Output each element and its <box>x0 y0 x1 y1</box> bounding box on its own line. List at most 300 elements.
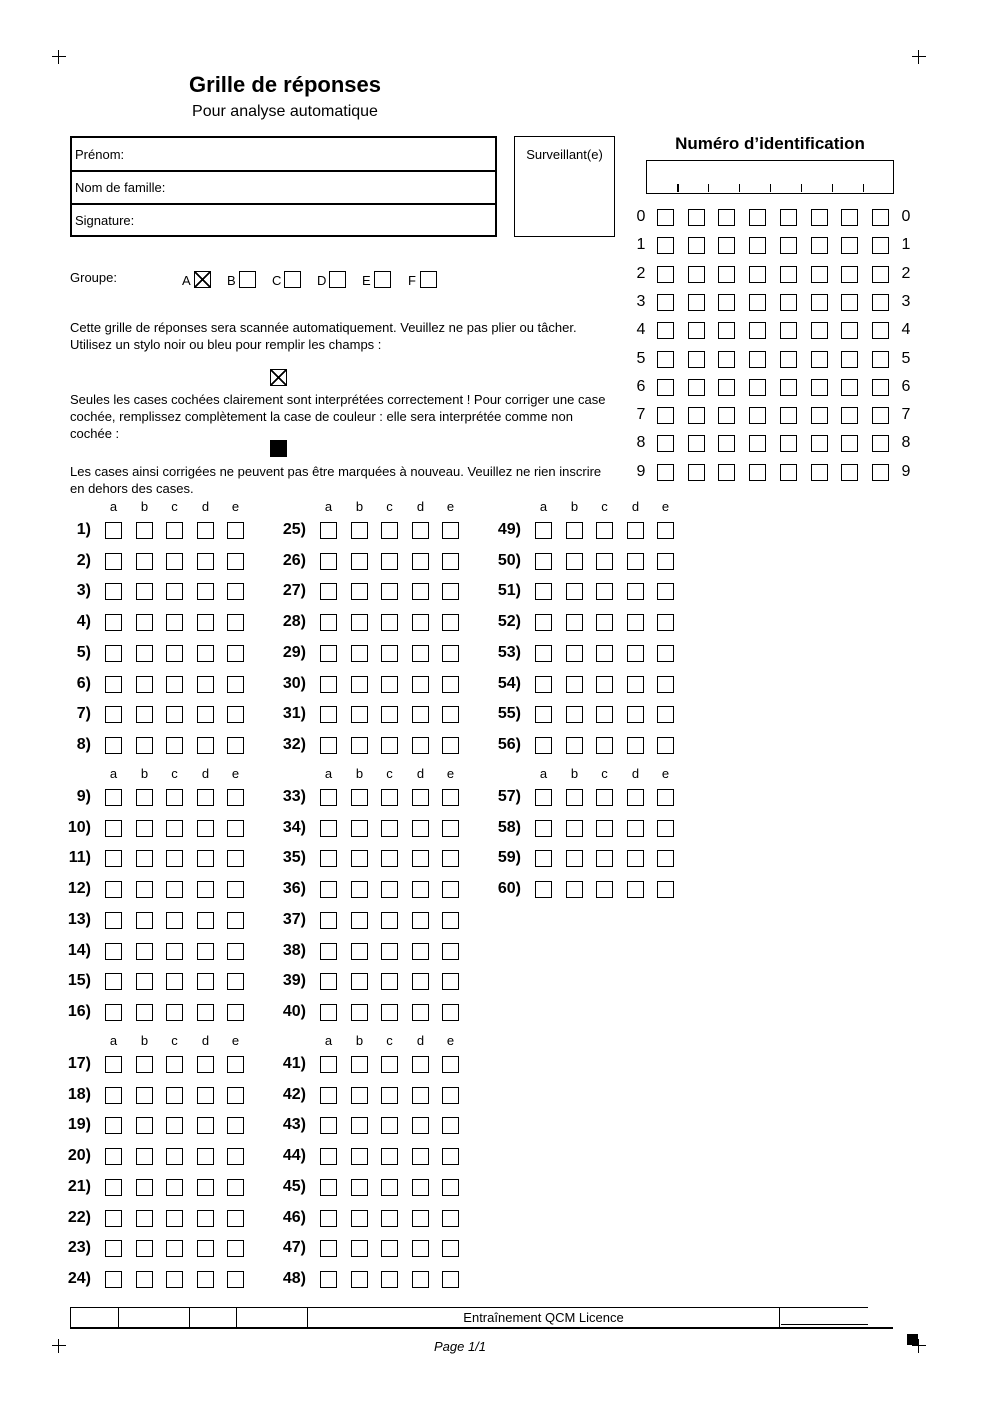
answer-checkbox-c[interactable] <box>596 676 613 693</box>
id-digit-box[interactable] <box>657 379 674 396</box>
answer-checkbox-c[interactable] <box>166 1056 183 1073</box>
answer-checkbox-a[interactable] <box>105 912 122 929</box>
answer-checkbox-d[interactable] <box>412 645 429 662</box>
answer-checkbox-e[interactable] <box>657 614 674 631</box>
answer-checkbox-d[interactable] <box>197 1179 214 1196</box>
answer-checkbox-d[interactable] <box>412 1004 429 1021</box>
id-digit-box[interactable] <box>688 464 705 481</box>
answer-checkbox-b[interactable] <box>351 820 368 837</box>
answer-checkbox-d[interactable] <box>197 1271 214 1288</box>
answer-checkbox-d[interactable] <box>412 1148 429 1165</box>
answer-checkbox-b[interactable] <box>351 1056 368 1073</box>
answer-checkbox-b[interactable] <box>351 737 368 754</box>
answer-checkbox-e[interactable] <box>442 789 459 806</box>
id-digit-box[interactable] <box>841 351 858 368</box>
answer-checkbox-e[interactable] <box>227 943 244 960</box>
id-digit-box[interactable] <box>780 266 797 283</box>
answer-checkbox-b[interactable] <box>351 676 368 693</box>
answer-checkbox-e[interactable] <box>227 645 244 662</box>
answer-checkbox-d[interactable] <box>197 850 214 867</box>
id-digit-box[interactable] <box>841 379 858 396</box>
answer-checkbox-b[interactable] <box>566 583 583 600</box>
id-digit-box[interactable] <box>688 266 705 283</box>
id-digit-box[interactable] <box>872 294 889 311</box>
answer-checkbox-e[interactable] <box>442 553 459 570</box>
answer-checkbox-a[interactable] <box>105 553 122 570</box>
answer-checkbox-d[interactable] <box>627 645 644 662</box>
id-digit-box[interactable] <box>841 322 858 339</box>
answer-checkbox-b[interactable] <box>351 1004 368 1021</box>
answer-checkbox-d[interactable] <box>197 737 214 754</box>
answer-checkbox-a[interactable] <box>105 1210 122 1227</box>
id-digit-box[interactable] <box>718 464 735 481</box>
answer-checkbox-e[interactable] <box>227 789 244 806</box>
answer-checkbox-b[interactable] <box>566 850 583 867</box>
id-digit-box[interactable] <box>718 294 735 311</box>
id-digit-box[interactable] <box>780 464 797 481</box>
answer-checkbox-c[interactable] <box>166 706 183 723</box>
answer-checkbox-a[interactable] <box>320 1271 337 1288</box>
answer-checkbox-b[interactable] <box>566 737 583 754</box>
answer-checkbox-b[interactable] <box>351 1240 368 1257</box>
answer-checkbox-b[interactable] <box>566 706 583 723</box>
answer-checkbox-c[interactable] <box>596 553 613 570</box>
id-digit-box[interactable] <box>688 407 705 424</box>
id-digit-box[interactable] <box>657 322 674 339</box>
answer-checkbox-a[interactable] <box>535 614 552 631</box>
id-digit-box[interactable] <box>811 464 828 481</box>
answer-checkbox-c[interactable] <box>381 1179 398 1196</box>
answer-checkbox-a[interactable] <box>105 1087 122 1104</box>
group-option-checkbox-d[interactable] <box>329 271 346 288</box>
answer-checkbox-d[interactable] <box>412 583 429 600</box>
answer-checkbox-e[interactable] <box>442 676 459 693</box>
answer-checkbox-e[interactable] <box>227 820 244 837</box>
answer-checkbox-a[interactable] <box>105 789 122 806</box>
id-digit-box[interactable] <box>841 294 858 311</box>
answer-checkbox-b[interactable] <box>136 737 153 754</box>
answer-checkbox-b[interactable] <box>351 645 368 662</box>
answer-checkbox-a[interactable] <box>535 583 552 600</box>
id-digit-box[interactable] <box>841 209 858 226</box>
answer-checkbox-c[interactable] <box>381 789 398 806</box>
answer-checkbox-d[interactable] <box>412 1210 429 1227</box>
answer-checkbox-c[interactable] <box>381 1240 398 1257</box>
answer-checkbox-d[interactable] <box>412 850 429 867</box>
answer-checkbox-a[interactable] <box>105 706 122 723</box>
answer-checkbox-b[interactable] <box>136 553 153 570</box>
answer-checkbox-a[interactable] <box>535 553 552 570</box>
id-digit-box[interactable] <box>749 209 766 226</box>
answer-checkbox-b[interactable] <box>136 1271 153 1288</box>
answer-checkbox-c[interactable] <box>381 737 398 754</box>
answer-checkbox-d[interactable] <box>412 614 429 631</box>
answer-checkbox-b[interactable] <box>351 553 368 570</box>
id-digit-box[interactable] <box>749 407 766 424</box>
answer-checkbox-e[interactable] <box>442 1148 459 1165</box>
answer-checkbox-d[interactable] <box>197 706 214 723</box>
answer-checkbox-c[interactable] <box>166 1148 183 1165</box>
id-digit-box[interactable] <box>688 379 705 396</box>
answer-checkbox-d[interactable] <box>412 737 429 754</box>
id-digit-box[interactable] <box>872 379 889 396</box>
answer-checkbox-b[interactable] <box>136 1004 153 1021</box>
answer-checkbox-a[interactable] <box>320 614 337 631</box>
id-digit-box[interactable] <box>657 294 674 311</box>
answer-checkbox-c[interactable] <box>166 789 183 806</box>
id-digit-box[interactable] <box>749 322 766 339</box>
id-digit-box[interactable] <box>749 379 766 396</box>
answer-checkbox-a[interactable] <box>105 943 122 960</box>
answer-checkbox-b[interactable] <box>351 973 368 990</box>
id-digit-box[interactable] <box>872 407 889 424</box>
answer-checkbox-a[interactable] <box>535 737 552 754</box>
answer-checkbox-b[interactable] <box>351 1087 368 1104</box>
answer-checkbox-b[interactable] <box>136 614 153 631</box>
answer-checkbox-e[interactable] <box>227 1210 244 1227</box>
group-option-checkbox-f[interactable] <box>420 271 437 288</box>
id-digit-box[interactable] <box>688 435 705 452</box>
id-digit-box[interactable] <box>688 322 705 339</box>
answer-checkbox-c[interactable] <box>166 553 183 570</box>
answer-checkbox-d[interactable] <box>627 881 644 898</box>
answer-checkbox-d[interactable] <box>197 789 214 806</box>
signature-field[interactable] <box>72 205 495 235</box>
answer-checkbox-c[interactable] <box>596 789 613 806</box>
answer-checkbox-b[interactable] <box>136 850 153 867</box>
id-digit-box[interactable] <box>811 407 828 424</box>
answer-checkbox-d[interactable] <box>197 614 214 631</box>
id-digit-box[interactable] <box>811 379 828 396</box>
answer-checkbox-d[interactable] <box>627 676 644 693</box>
answer-checkbox-d[interactable] <box>627 789 644 806</box>
answer-checkbox-e[interactable] <box>227 850 244 867</box>
answer-checkbox-e[interactable] <box>227 676 244 693</box>
answer-checkbox-e[interactable] <box>657 553 674 570</box>
id-digit-box[interactable] <box>811 266 828 283</box>
answer-checkbox-e[interactable] <box>442 1056 459 1073</box>
answer-checkbox-e[interactable] <box>227 553 244 570</box>
id-digit-box[interactable] <box>718 209 735 226</box>
answer-checkbox-d[interactable] <box>197 1240 214 1257</box>
id-digit-box[interactable] <box>688 237 705 254</box>
answer-checkbox-a[interactable] <box>105 850 122 867</box>
answer-checkbox-c[interactable] <box>381 1271 398 1288</box>
id-digit-box[interactable] <box>841 266 858 283</box>
answer-checkbox-a[interactable] <box>320 1240 337 1257</box>
id-digit-box[interactable] <box>657 237 674 254</box>
answer-checkbox-e[interactable] <box>442 706 459 723</box>
answer-checkbox-d[interactable] <box>412 1087 429 1104</box>
answer-checkbox-e[interactable] <box>227 912 244 929</box>
answer-checkbox-e[interactable] <box>442 1210 459 1227</box>
id-digit-box[interactable] <box>657 209 674 226</box>
group-option-checkbox-a[interactable] <box>194 271 211 288</box>
id-digit-box[interactable] <box>841 435 858 452</box>
answer-checkbox-d[interactable] <box>412 1271 429 1288</box>
id-digit-box[interactable] <box>749 435 766 452</box>
answer-checkbox-d[interactable] <box>627 737 644 754</box>
answer-checkbox-a[interactable] <box>535 706 552 723</box>
answer-checkbox-e[interactable] <box>442 583 459 600</box>
answer-checkbox-e[interactable] <box>442 522 459 539</box>
answer-checkbox-c[interactable] <box>166 1210 183 1227</box>
answer-checkbox-e[interactable] <box>227 1148 244 1165</box>
answer-checkbox-c[interactable] <box>596 881 613 898</box>
id-digit-box[interactable] <box>811 294 828 311</box>
answer-checkbox-b[interactable] <box>136 1148 153 1165</box>
answer-checkbox-e[interactable] <box>657 881 674 898</box>
answer-checkbox-a[interactable] <box>320 850 337 867</box>
answer-checkbox-a[interactable] <box>320 820 337 837</box>
id-digit-box[interactable] <box>718 435 735 452</box>
answer-checkbox-d[interactable] <box>197 1087 214 1104</box>
answer-checkbox-a[interactable] <box>535 789 552 806</box>
id-digit-box[interactable] <box>718 379 735 396</box>
answer-checkbox-c[interactable] <box>166 881 183 898</box>
answer-checkbox-c[interactable] <box>166 943 183 960</box>
answer-checkbox-a[interactable] <box>320 737 337 754</box>
answer-checkbox-e[interactable] <box>227 522 244 539</box>
group-option-checkbox-c[interactable] <box>284 271 301 288</box>
answer-checkbox-b[interactable] <box>136 912 153 929</box>
answer-checkbox-e[interactable] <box>227 973 244 990</box>
answer-checkbox-a[interactable] <box>105 1056 122 1073</box>
answer-checkbox-d[interactable] <box>197 881 214 898</box>
answer-checkbox-e[interactable] <box>227 583 244 600</box>
answer-checkbox-d[interactable] <box>627 583 644 600</box>
id-digit-box[interactable] <box>718 237 735 254</box>
answer-checkbox-c[interactable] <box>166 850 183 867</box>
answer-checkbox-b[interactable] <box>136 881 153 898</box>
answer-checkbox-b[interactable] <box>136 676 153 693</box>
answer-checkbox-b[interactable] <box>566 614 583 631</box>
answer-checkbox-b[interactable] <box>351 1117 368 1134</box>
answer-checkbox-b[interactable] <box>136 1179 153 1196</box>
answer-checkbox-a[interactable] <box>320 706 337 723</box>
answer-checkbox-c[interactable] <box>381 1148 398 1165</box>
answer-checkbox-a[interactable] <box>105 1148 122 1165</box>
id-digit-box[interactable] <box>718 266 735 283</box>
answer-checkbox-a[interactable] <box>105 1117 122 1134</box>
id-digit-box[interactable] <box>688 294 705 311</box>
answer-checkbox-d[interactable] <box>197 676 214 693</box>
answer-checkbox-a[interactable] <box>320 583 337 600</box>
id-digit-box[interactable] <box>872 266 889 283</box>
answer-checkbox-b[interactable] <box>566 645 583 662</box>
answer-checkbox-b[interactable] <box>351 706 368 723</box>
answer-checkbox-e[interactable] <box>227 1271 244 1288</box>
answer-checkbox-d[interactable] <box>197 943 214 960</box>
answer-checkbox-b[interactable] <box>566 676 583 693</box>
answer-checkbox-a[interactable] <box>535 850 552 867</box>
id-digit-box[interactable] <box>841 407 858 424</box>
answer-checkbox-d[interactable] <box>412 973 429 990</box>
supervisor-box[interactable] <box>514 136 615 237</box>
answer-checkbox-a[interactable] <box>320 1004 337 1021</box>
answer-checkbox-c[interactable] <box>166 1087 183 1104</box>
answer-checkbox-b[interactable] <box>136 1117 153 1134</box>
answer-checkbox-c[interactable] <box>596 522 613 539</box>
answer-checkbox-c[interactable] <box>166 522 183 539</box>
group-option-checkbox-b[interactable] <box>239 271 256 288</box>
answer-checkbox-a[interactable] <box>105 881 122 898</box>
id-digit-box[interactable] <box>718 407 735 424</box>
answer-checkbox-b[interactable] <box>136 1240 153 1257</box>
answer-checkbox-a[interactable] <box>105 645 122 662</box>
answer-checkbox-c[interactable] <box>166 1179 183 1196</box>
answer-checkbox-e[interactable] <box>657 820 674 837</box>
answer-checkbox-c[interactable] <box>166 973 183 990</box>
answer-checkbox-d[interactable] <box>627 850 644 867</box>
answer-checkbox-a[interactable] <box>320 1179 337 1196</box>
id-digit-box[interactable] <box>657 464 674 481</box>
answer-checkbox-e[interactable] <box>227 737 244 754</box>
answer-checkbox-e[interactable] <box>657 676 674 693</box>
answer-checkbox-e[interactable] <box>227 706 244 723</box>
answer-checkbox-b[interactable] <box>351 1148 368 1165</box>
answer-checkbox-e[interactable] <box>442 912 459 929</box>
answer-checkbox-b[interactable] <box>136 1210 153 1227</box>
answer-checkbox-a[interactable] <box>105 1179 122 1196</box>
answer-checkbox-d[interactable] <box>412 706 429 723</box>
id-digit-box[interactable] <box>780 322 797 339</box>
id-digit-box[interactable] <box>718 322 735 339</box>
answer-checkbox-d[interactable] <box>197 1056 214 1073</box>
answer-checkbox-a[interactable] <box>105 1240 122 1257</box>
answer-checkbox-a[interactable] <box>320 522 337 539</box>
answer-checkbox-c[interactable] <box>381 583 398 600</box>
answer-checkbox-c[interactable] <box>381 522 398 539</box>
answer-checkbox-e[interactable] <box>227 1004 244 1021</box>
answer-checkbox-b[interactable] <box>351 850 368 867</box>
answer-checkbox-a[interactable] <box>535 881 552 898</box>
id-digit-box[interactable] <box>718 351 735 368</box>
answer-checkbox-e[interactable] <box>227 1240 244 1257</box>
answer-checkbox-e[interactable] <box>442 614 459 631</box>
id-digit-box[interactable] <box>811 237 828 254</box>
id-digit-box[interactable] <box>811 351 828 368</box>
answer-checkbox-a[interactable] <box>105 583 122 600</box>
id-digit-box[interactable] <box>657 435 674 452</box>
id-digit-box[interactable] <box>872 435 889 452</box>
id-digit-box[interactable] <box>780 351 797 368</box>
answer-checkbox-c[interactable] <box>381 645 398 662</box>
answer-checkbox-e[interactable] <box>657 645 674 662</box>
answer-checkbox-a[interactable] <box>320 645 337 662</box>
answer-checkbox-c[interactable] <box>596 820 613 837</box>
answer-checkbox-e[interactable] <box>442 645 459 662</box>
first-name-field[interactable] <box>72 138 495 172</box>
answer-checkbox-e[interactable] <box>227 1056 244 1073</box>
answer-checkbox-d[interactable] <box>197 553 214 570</box>
answer-checkbox-b[interactable] <box>566 789 583 806</box>
answer-checkbox-c[interactable] <box>381 912 398 929</box>
answer-checkbox-b[interactable] <box>136 820 153 837</box>
id-digit-box[interactable] <box>872 237 889 254</box>
answer-checkbox-b[interactable] <box>136 973 153 990</box>
answer-checkbox-b[interactable] <box>136 1087 153 1104</box>
answer-checkbox-a[interactable] <box>105 676 122 693</box>
answer-checkbox-d[interactable] <box>197 1210 214 1227</box>
answer-checkbox-a[interactable] <box>105 973 122 990</box>
id-digit-box[interactable] <box>780 407 797 424</box>
answer-checkbox-c[interactable] <box>596 614 613 631</box>
answer-checkbox-b[interactable] <box>351 522 368 539</box>
id-digit-box[interactable] <box>872 464 889 481</box>
answer-checkbox-e[interactable] <box>657 706 674 723</box>
answer-checkbox-e[interactable] <box>227 1179 244 1196</box>
answer-checkbox-c[interactable] <box>381 820 398 837</box>
answer-checkbox-e[interactable] <box>227 881 244 898</box>
answer-checkbox-b[interactable] <box>351 614 368 631</box>
answer-checkbox-d[interactable] <box>412 1179 429 1196</box>
answer-checkbox-b[interactable] <box>566 522 583 539</box>
answer-checkbox-a[interactable] <box>320 912 337 929</box>
answer-checkbox-b[interactable] <box>136 583 153 600</box>
answer-checkbox-a[interactable] <box>320 676 337 693</box>
answer-checkbox-d[interactable] <box>627 522 644 539</box>
answer-checkbox-b[interactable] <box>351 881 368 898</box>
answer-checkbox-d[interactable] <box>197 912 214 929</box>
answer-checkbox-c[interactable] <box>166 737 183 754</box>
answer-checkbox-e[interactable] <box>657 583 674 600</box>
answer-checkbox-e[interactable] <box>657 737 674 754</box>
answer-checkbox-a[interactable] <box>105 737 122 754</box>
answer-checkbox-e[interactable] <box>227 614 244 631</box>
answer-checkbox-c[interactable] <box>166 1271 183 1288</box>
answer-checkbox-a[interactable] <box>105 820 122 837</box>
answer-checkbox-a[interactable] <box>320 1056 337 1073</box>
answer-checkbox-e[interactable] <box>442 1240 459 1257</box>
answer-checkbox-a[interactable] <box>320 973 337 990</box>
answer-checkbox-c[interactable] <box>596 645 613 662</box>
answer-checkbox-d[interactable] <box>627 820 644 837</box>
answer-checkbox-a[interactable] <box>105 1271 122 1288</box>
answer-checkbox-c[interactable] <box>381 1004 398 1021</box>
answer-checkbox-d[interactable] <box>197 1117 214 1134</box>
answer-checkbox-d[interactable] <box>412 912 429 929</box>
answer-checkbox-e[interactable] <box>657 522 674 539</box>
id-digit-box[interactable] <box>872 209 889 226</box>
answer-checkbox-a[interactable] <box>535 676 552 693</box>
answer-checkbox-b[interactable] <box>136 645 153 662</box>
answer-checkbox-d[interactable] <box>627 553 644 570</box>
answer-checkbox-c[interactable] <box>381 973 398 990</box>
answer-checkbox-a[interactable] <box>320 881 337 898</box>
id-digit-box[interactable] <box>657 351 674 368</box>
id-digit-box[interactable] <box>780 237 797 254</box>
answer-checkbox-c[interactable] <box>166 676 183 693</box>
id-digit-box[interactable] <box>688 209 705 226</box>
answer-checkbox-d[interactable] <box>197 583 214 600</box>
answer-checkbox-c[interactable] <box>381 1087 398 1104</box>
answer-checkbox-c[interactable] <box>381 676 398 693</box>
answer-checkbox-b[interactable] <box>566 820 583 837</box>
answer-checkbox-a[interactable] <box>105 1004 122 1021</box>
answer-checkbox-e[interactable] <box>442 1271 459 1288</box>
answer-checkbox-e[interactable] <box>442 1117 459 1134</box>
id-digit-box[interactable] <box>780 379 797 396</box>
answer-checkbox-c[interactable] <box>166 583 183 600</box>
answer-checkbox-e[interactable] <box>442 737 459 754</box>
answer-checkbox-c[interactable] <box>596 737 613 754</box>
id-digit-box[interactable] <box>749 294 766 311</box>
answer-checkbox-a[interactable] <box>320 789 337 806</box>
answer-checkbox-b[interactable] <box>136 1056 153 1073</box>
answer-checkbox-c[interactable] <box>381 614 398 631</box>
id-digit-box[interactable] <box>749 464 766 481</box>
